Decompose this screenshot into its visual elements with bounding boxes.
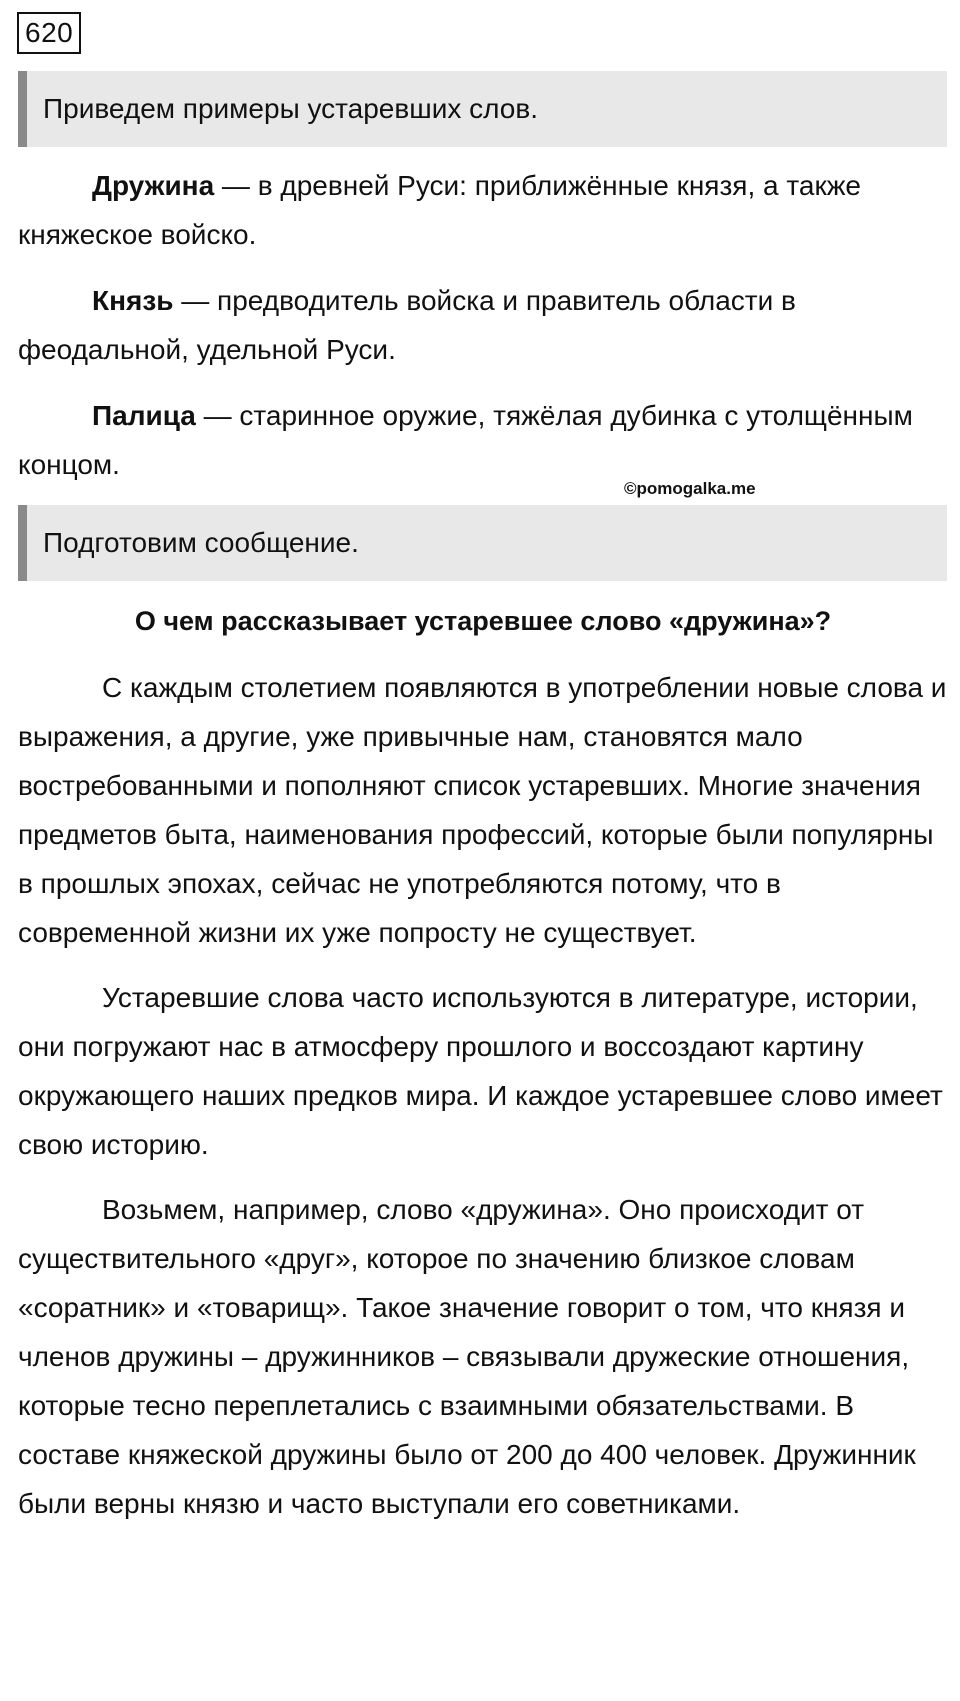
definitions-list (18, 161, 948, 506)
definition-text: — предводитель войска и правитель области в феодальной, удельной Руси. (18, 285, 796, 365)
definition-palitsa (18, 391, 948, 489)
message-banner: Подготовим сообщение. (18, 505, 947, 581)
definition-druzhina (18, 161, 948, 259)
definition-knyaz (18, 276, 948, 374)
essay-title: О чем рассказывает устаревшее слово «дружина»? (134, 606, 832, 636)
examples-banner: Приведем примеры устаревших слов. (18, 71, 947, 147)
definition-term: Палица (92, 400, 196, 431)
task-number: 620 (17, 12, 81, 54)
essay-paragraph: Возьмем, например, слово «дружина». Оно происходит от существительного «друг», которое по значению близкое словам «соратник» и «товарищ». Такое значение говорит о том, что князя и членов дружины – дружинников – связывали дружеские отношения, которые тесно переплетались с взаимными обязательствами. В составе княжеской дружины было от 200 до 400 человек. Дружинник были верны князю и часто выступали его советниками. (18, 1194, 916, 1519)
essay-body (18, 663, 950, 1544)
essay-paragraph: С каждым столетием появляются в употреблении новые слова и выражения, а другие, уже привычные нам, становятся мало востребованными и пополняют список устаревших. Многие значения предметов быта, наименования профессий, которые были популярны в прошлых эпохах, сейчас не употребляются потому, что в современной жизни их уже попросту не существует. (18, 672, 947, 948)
definition-term: Князь (92, 285, 174, 316)
definition-term: Дружина (92, 170, 215, 201)
essay-paragraph: Устаревшие слова часто используются в литературе, истории, они погружают нас в атмосферу прошлого и воссоздают картину окружающего наших предков мира. И каждое устаревшее слово имеет свою историю. (18, 982, 943, 1160)
watermark: ©pomogalka.me (624, 479, 756, 498)
definition-text: — старинное оружие, тяжёлая дубинка с утолщённым концом. (18, 400, 913, 480)
definition-text: — в древней Руси: приближённые князя, а также княжеское войско. (18, 170, 861, 250)
